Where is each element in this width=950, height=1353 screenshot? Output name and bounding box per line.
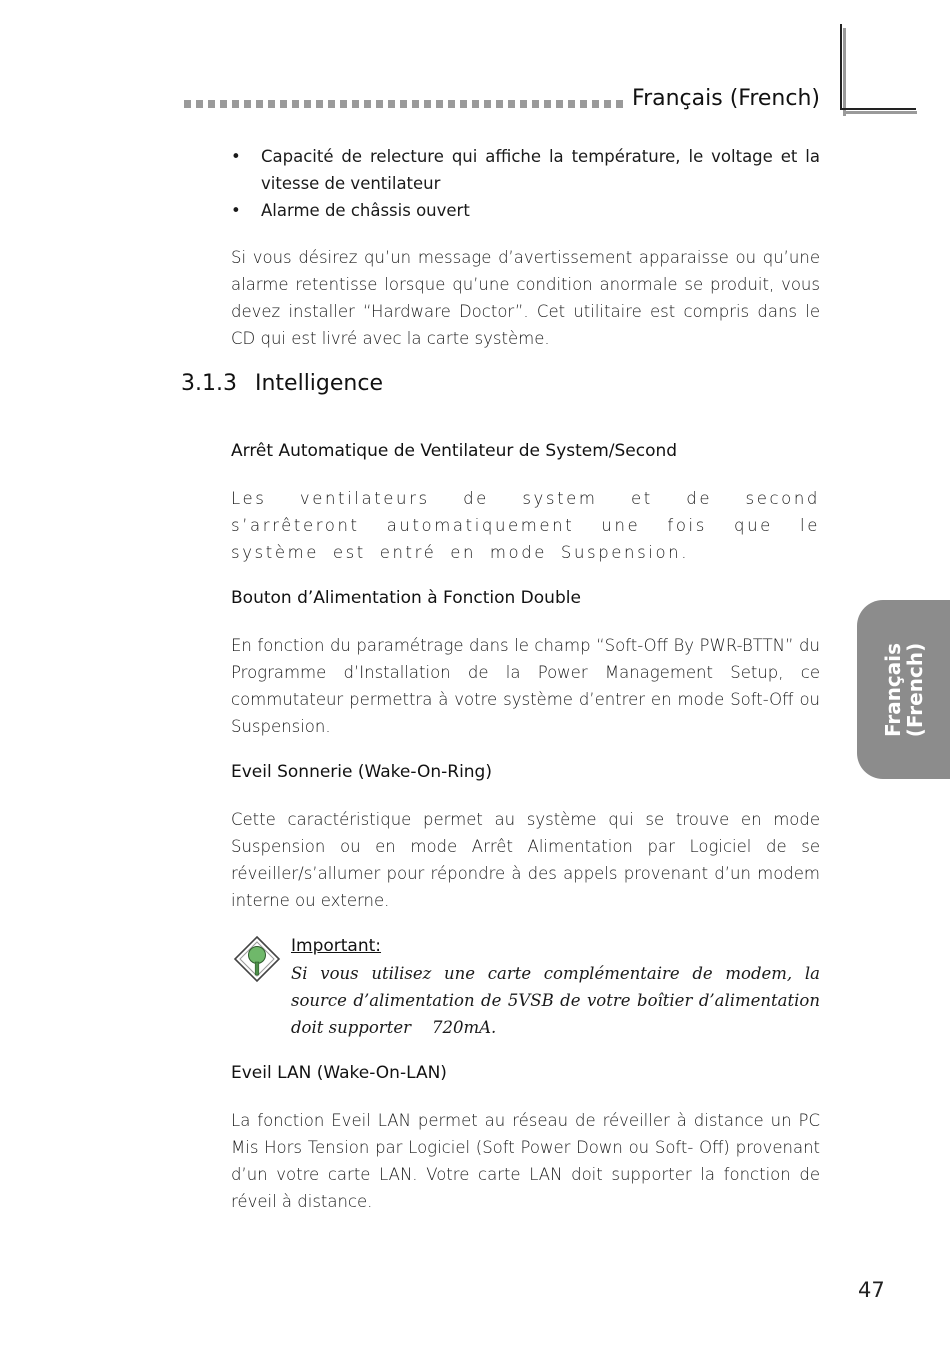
section-number: 3.1.3	[181, 371, 237, 396]
corner-mark-shadow-vertical	[843, 28, 846, 116]
pin-icon	[233, 935, 281, 983]
corner-mark-vertical	[840, 24, 842, 110]
subsection-heading-fan-stop: Arrêt Automatique de Ventilateur de System/Second	[231, 441, 678, 461]
subsection-heading-power-button: Bouton d’Alimentation à Fonction Double	[231, 588, 581, 608]
intro-paragraph: Si vous désirez qu’un message d’avertissement apparaisse ou qu’une alarme retentisse lorsque qu’une condition anormale se produit, vous devez installer “Hardware Doctor”. Cet utilitaire est compris dans le CD qui est livré avec la carte système.	[231, 248, 820, 348]
list-item: • Alarme de châssis ouvert	[231, 197, 820, 224]
side-tab-label	[882, 642, 926, 736]
subsection-text-wake-on-ring: Cette caractéristique permet au système qui se trouve en mode Suspension ou en mode Arrêt Alimentation par Logiciel de se réveiller/s’allumer pour répondre à des appels provenant d’un modem interne ou externe.	[231, 810, 820, 910]
subsection-text-power-button: En fonction du paramétrage dans le champ “Soft-Off By PWR-BTTN” du Programme d’Installation de la Power Management Setup, ce commutateur permettra à votre système d’entrer en mode Soft-Off ou Suspension.	[231, 636, 820, 736]
side-language-tab	[857, 600, 950, 779]
page-number: 47	[858, 1278, 885, 1302]
subsection-heading-wake-on-lan: Eveil LAN (Wake-On-LAN)	[231, 1063, 447, 1083]
side-tab-line-1: Français	[880, 642, 905, 737]
side-tab-line-2: (French)	[902, 642, 927, 737]
subsection-text-wake-on-lan: La fonction Eveil LAN permet au réseau de réveiller à distance un PC Mis Hors Tension par Logiciel (Soft Power Down ou Soft- Off) provenant d’un votre carte LAN. Votre carte LAN doit supporter la fonction de réveil à distance.	[231, 1111, 820, 1211]
header-title: Français (French)	[632, 86, 820, 111]
list-item: • Capacité de relecture qui affiche la température, le voltage et la vitesse de ventilateur	[231, 143, 820, 197]
important-text: Si vous utilisez une carte complémentaire de modem, la source d’alimentation de 5VSB de votre boîtier d’alimentation doit supporter 720mA.	[291, 964, 826, 1037]
subsection-text-fan-stop: Les ventilateurs de system et de second s’arrêteront automatiquement une fois que le système est entré en mode Suspension.	[231, 489, 820, 562]
important-note	[231, 933, 826, 1041]
header-dotted-rule	[184, 100, 628, 108]
corner-mark-shadow-horizontal	[843, 111, 917, 114]
corner-mark-horizontal	[840, 108, 916, 110]
subsection-heading-wake-on-ring: Eveil Sonnerie (Wake-On-Ring)	[231, 762, 492, 782]
feature-list	[231, 143, 820, 224]
main-content	[231, 143, 826, 1215]
section-title-text: Intelligence	[254, 371, 383, 396]
important-title: Important:	[291, 936, 382, 956]
